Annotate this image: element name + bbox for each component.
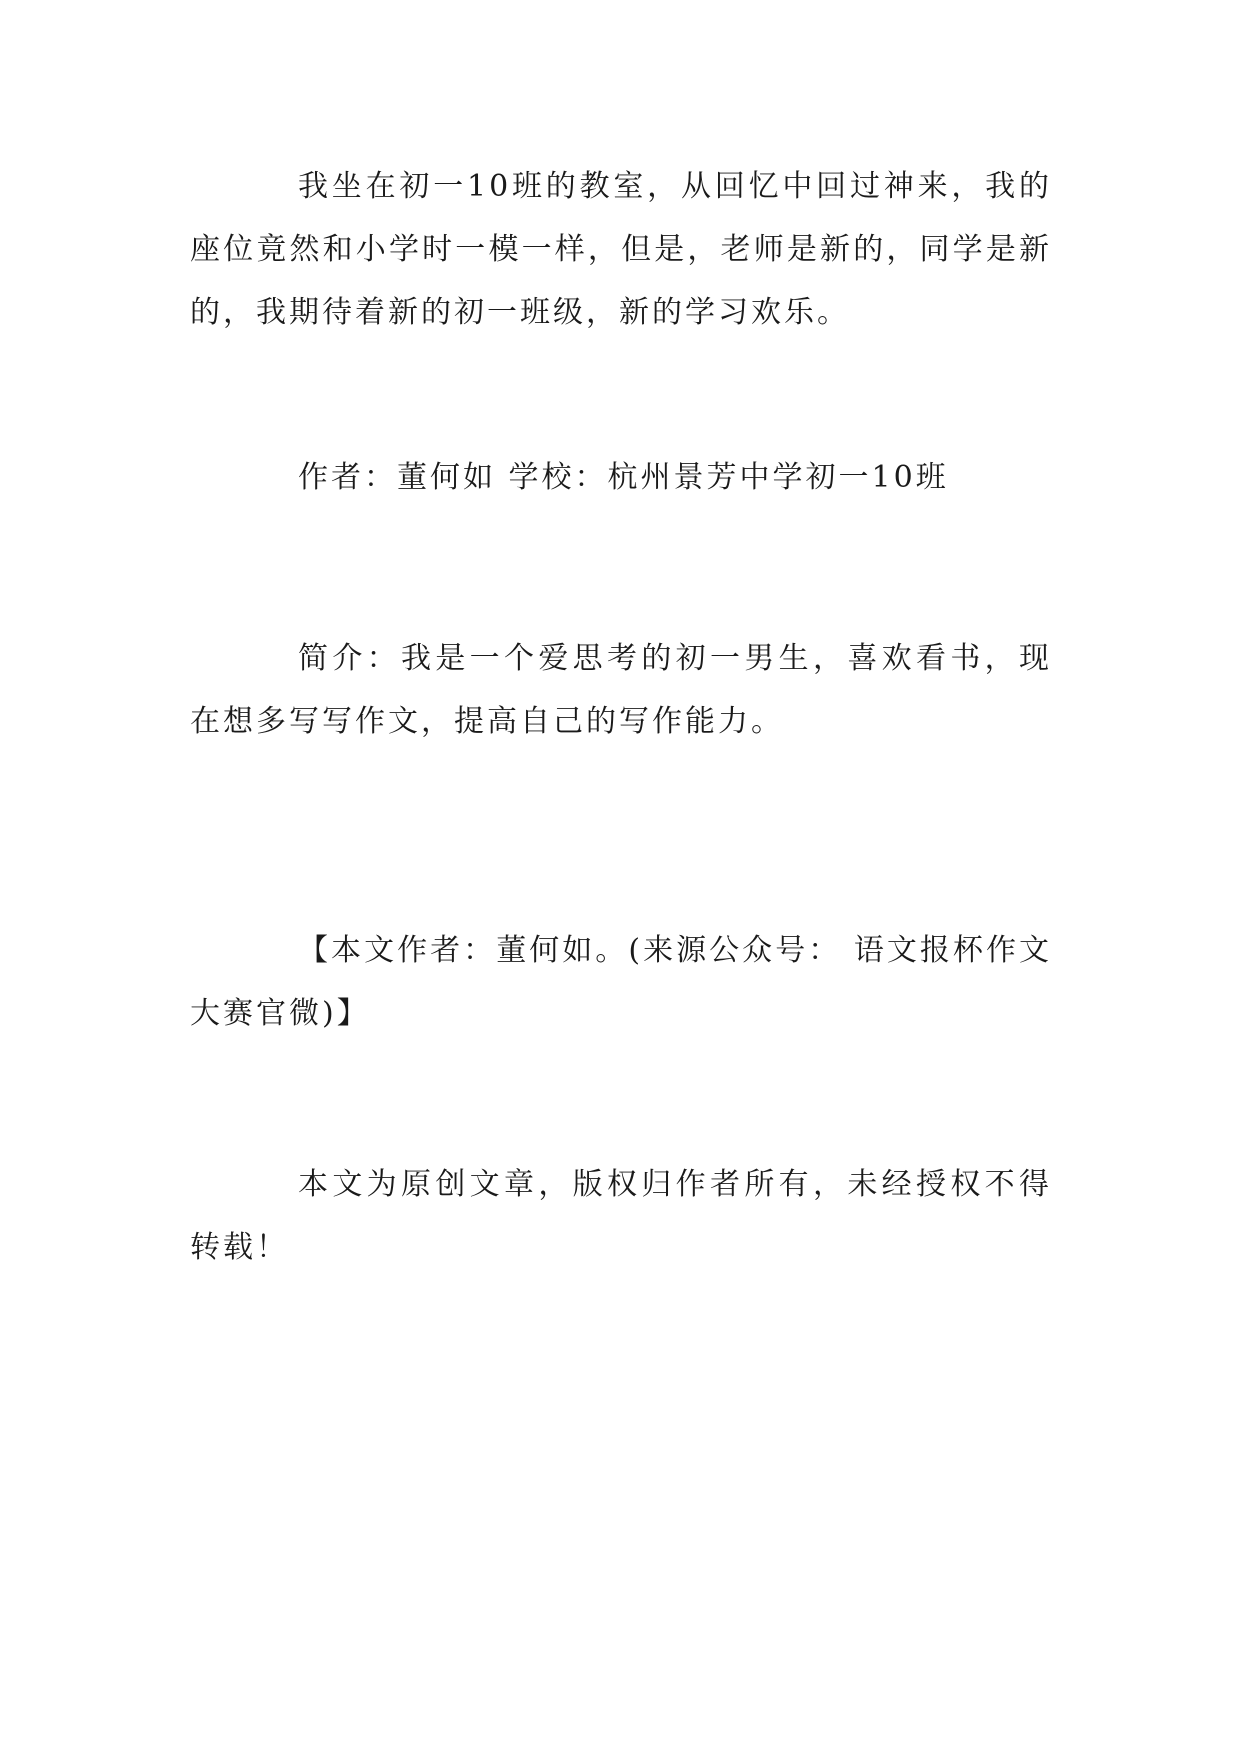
author-school-line: 作者：董何如 学校：杭州景芳中学初一10班 xyxy=(298,460,949,495)
author-intro-paragraph: 简介：我是一个爱思考的初一男生，喜欢看书，现在想多写写作文，提高自己的写作能力。 xyxy=(190,641,1052,739)
copyright-notice: 本文为原创文章，版权归作者所有，未经授权不得转载！ xyxy=(190,1167,1052,1265)
paragraph-memory: 我坐在初一10班的教室，从回忆中回过神来，我的座位竟然和小学时一模一样，但是，老师是新的，同学是新的，我期待着新的初一班级，新的学习欢乐。 xyxy=(190,169,1052,330)
source-note: 【本文作者：董何如。(来源公众号： 语文报杯作文大赛官微)】 xyxy=(190,933,1052,1031)
